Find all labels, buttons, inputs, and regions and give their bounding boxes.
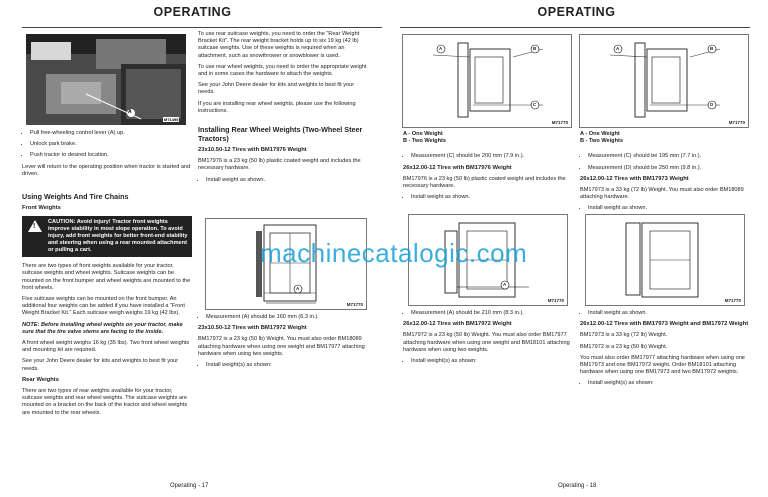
fig-r2-label-b: B xyxy=(710,46,714,51)
fig-r1-code: M71770 xyxy=(551,120,568,125)
para-26-bm17976: BM17976 is a 23 kg (50 lb) plastic coated weight and includes the necessary hardware. xyxy=(403,175,566,190)
note-valve-stems: NOTE: Before installing wheel weights on your tractor, make sure that the tire valve stems are facing to the inside. xyxy=(22,321,183,335)
caution-text: CAUTION: Avoid injury! Tractor front weights improve stability in most slope operation. To avoid injury, add front weights for better front-end stability and steering when using a rear mounted attachment or pulling a cart. xyxy=(48,219,188,254)
legend-b-two-weights-2: B - Two Weights xyxy=(580,138,623,145)
heading-front-weights: Front Weights xyxy=(22,205,61,212)
bullet-install-r4: • Install weight as shown. xyxy=(588,310,750,317)
photo-code: M71495 xyxy=(164,117,179,122)
right-column-2-lower xyxy=(580,310,750,392)
bullet-push-tractor: • Push tractor to desired location. xyxy=(30,152,192,159)
para-26-bm17972: BM17972 is a 23 kg (50 lb) Weight. You must also order BM17977 attaching hardware when using one weight and BM18101 attaching hardware when using two weights. xyxy=(403,332,570,353)
fig-r2-label-a: A xyxy=(616,46,620,51)
bullet-install-r1: • Install weight as shown. xyxy=(411,194,571,201)
page-header-right: OPERATING xyxy=(537,5,616,19)
bullet-measure-c-195: • Measurement (C) should be 195 mm (7.7 in.). xyxy=(588,153,750,160)
caution-box: ! CAUTION: Avoid injury! Tractor front weights improve stability in most slope operation. To avoid injury, add front weights for better front-end stability and steering when using a rear mounted attachment or pulling a cart. xyxy=(22,216,192,257)
figure-right-1 xyxy=(402,34,572,128)
heading-26-bm17972: 26x12.00-12 Tires with BM17972 Weight xyxy=(403,321,512,328)
fig-r1-label-c: C xyxy=(533,102,537,107)
para-bm17973-weight: BM17973 is a 33 kg (72 lb) Weight. xyxy=(580,332,668,339)
right-column-2 xyxy=(580,131,750,217)
bullet-measure-d-250: • Measurement (D) should be 250 mm (9.8 in.). xyxy=(588,165,750,172)
col2-para-3: See your John Deere dealer for kits and weights to best fit your needs. xyxy=(198,82,355,96)
figure-right-4 xyxy=(585,214,745,306)
fig-r4-code: M71770 xyxy=(724,298,741,303)
right-column-1 xyxy=(403,131,571,205)
header-rule-right xyxy=(400,27,750,28)
para-front-4: See your John Deere dealer for kits and weights to best fit your needs. xyxy=(22,358,179,372)
heading-23-bm17972: 23x10.50-12 Tires with BM17972 Weight xyxy=(198,325,307,332)
right-column-1-lower xyxy=(403,310,571,369)
heading-rear-weights: Rear Weights xyxy=(22,376,59,383)
header-rule-left xyxy=(22,27,382,28)
para-front-2: Five suitcase weights can be mounted on the front bumper. An additional four weights can be added if you have installed a “Front Weight Bracket Kit.” Each suitcase weigh weighs 19 kg (42 lbs). xyxy=(22,296,185,317)
bullet-measure-c-200: • Measurement (C) should be 200 mm (7.9 in.). xyxy=(411,153,571,160)
para-lever: Lever will return to the operating position when tractor is started and driven. xyxy=(22,163,191,177)
heading-install-rear: Installing Rear Wheel Weights (Two-Wheel Steer Tractors) xyxy=(198,125,363,144)
photo-label-a: A xyxy=(128,109,132,115)
legend-b-two-weights: B - Two Weights xyxy=(403,138,446,145)
tractor-photo xyxy=(26,34,186,125)
fig1-code: M71770 xyxy=(346,302,363,307)
bullet-unlock-brake: • Unlock park brake. xyxy=(30,141,192,148)
footer-left: Operating - 17 xyxy=(170,483,209,489)
fig-r1-label-b: B xyxy=(533,46,537,51)
fig-r1-label-a: A xyxy=(439,46,443,51)
legend-a-one-weight-2: A - One Weight xyxy=(580,131,620,137)
bullet-install-r3: • Install weight(s) as shown: xyxy=(411,358,571,365)
bullet-measure-a-160: • Measurement (A) should be 160 mm (6.3 in.). xyxy=(206,314,370,321)
figure-right-2 xyxy=(579,34,749,128)
fig-r2-label-d: D xyxy=(710,102,714,107)
para-front-3: A front wheel weight weighs 16 kg (35 lbs). Two front wheel weights and mounting kit are required. xyxy=(22,340,190,354)
para-23-bm17972: BM17972 is a 23 kg (50 lb) Weight. You must also order BM18089 attaching hardware when using one weight and BM17977 attaching hardware when using two weights. xyxy=(198,336,365,357)
left-column-2-lower xyxy=(198,314,370,373)
bullet-install-r5: • Install weight(s) as shown: xyxy=(588,380,750,387)
heading-23-bm17976: 23x10.50-12 Tires with BM17976 Weight xyxy=(198,147,307,154)
fig-r2-code: M71770 xyxy=(728,120,745,125)
col2-para-4: If you are installing rear wheel weights, please use the following instructions. xyxy=(198,100,356,114)
heading-weights-chains: Using Weights And Tire Chains xyxy=(22,192,129,202)
bullet-install-2: • Install weight(s) as shown: xyxy=(206,362,370,369)
left-column-2 xyxy=(198,31,370,188)
para-front-1: There are two types of front weights available for your tractor, suitcase weights and wheel weights. Suitcase weights can be mounted on the front bumper and wheel weights are mounted to the front wheels. xyxy=(22,263,191,291)
col2-para-2: To use rear wheel weights, you need to order the appropriate weight and in some cases the hardware to attach the weights. xyxy=(198,63,367,78)
fig1-label-a: A xyxy=(296,286,300,291)
para-bm17972-weight: BM17972 is a 23 kg (50 lb) Weight. xyxy=(580,343,668,350)
para-order-hardware: You must also order BM17977 attaching hardware when using one BM17973 and one BM17972 weight. Order BM18101 attaching hardware when using one BM17973 and two BM17972 weights. xyxy=(580,354,745,376)
watermark: machinecatalogic.com xyxy=(260,238,528,268)
heading-26-bm17973: 26x12.00-12 Tires with BM17973 Weight xyxy=(580,175,689,182)
fig-r3-label-a: A xyxy=(503,282,507,287)
heading-26-bm17973-bm17972: 26x12.00-12 Tires with BM17973 Weight and BM17972 Weight xyxy=(580,321,749,328)
para-23-bm17976: BM17976 is a 23 kg (50 lb) plastic coated weight and includes the necessary hardware. xyxy=(198,158,361,172)
bullet-measure-a-210: • Measurement (A) should be 210 mm (8.3 in.). xyxy=(411,310,571,317)
bullet-pull-lever: • Pull free-wheeling control lever (A) up. xyxy=(30,130,192,137)
bullet-install-r2: • Install weight as shown. xyxy=(588,205,750,212)
heading-26-bm17976: 26x12.00-12 Tires with BM17976 Weight xyxy=(403,164,512,171)
bullet-install-1: • Install weight as shown. xyxy=(206,177,370,184)
left-column-1 xyxy=(22,130,192,421)
fig-r3-code: M71770 xyxy=(547,298,564,303)
page-header-left: OPERATING xyxy=(153,5,232,19)
para-rear-1: There are two types of rear weights available for your tractor, suitcase weights and rear wheel weights. The suitcase weights are mounted on a bracket on the back of the tractor and wheel weights are mounted to the rear wheels. xyxy=(22,388,188,416)
footer-right: Operating - 18 xyxy=(558,483,597,489)
para-26-bm17973: BM17973 is a 33 kg (72 lb) Weight. You must also order BM18089 attaching hardware. xyxy=(580,187,744,201)
col2-para-1: To use rear suitcase weights, you need to order the “Rear Weight Bracket Kit”. The rear weight bracket holds up to six 19 kg (42 lb) suitcase weights. Use of these weights is required when an attachment, such as snowthrower or snowblower is used. xyxy=(198,31,360,59)
legend-a-one-weight: A - One Weight xyxy=(403,131,443,137)
